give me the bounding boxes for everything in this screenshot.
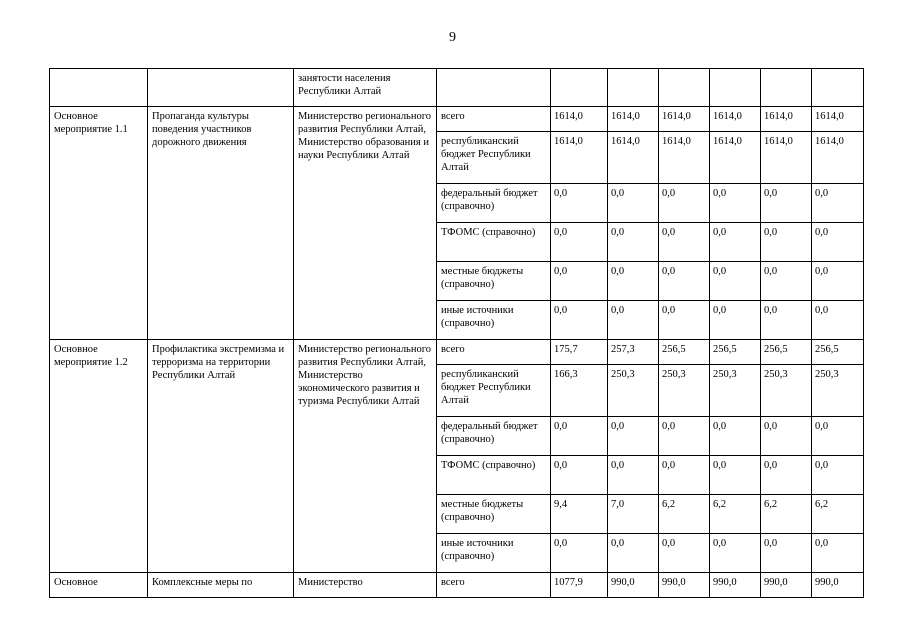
value-cell: 1614,0 xyxy=(659,132,710,184)
value-cell: 1614,0 xyxy=(710,107,761,132)
value-cell: 1614,0 xyxy=(761,132,812,184)
value-cell: 1614,0 xyxy=(659,107,710,132)
value-cell: 0,0 xyxy=(608,262,659,301)
value-cell: 0,0 xyxy=(710,456,761,495)
source-cell: местные бюджеты (справочно) xyxy=(437,495,551,534)
page-number: 9 xyxy=(449,30,456,45)
value-cell: 250,3 xyxy=(659,365,710,417)
value-cell: 0,0 xyxy=(551,456,608,495)
activity-label-cell: Основное мероприятие 1.1 xyxy=(50,107,148,340)
value-cell xyxy=(608,69,659,107)
value-cell: 0,0 xyxy=(608,301,659,340)
source-cell: ТФОМС (справочно) xyxy=(437,456,551,495)
value-cell: 1614,0 xyxy=(608,107,659,132)
value-cell: 0,0 xyxy=(659,301,710,340)
value-cell: 0,0 xyxy=(551,534,608,573)
value-cell: 0,0 xyxy=(761,262,812,301)
budget-table xyxy=(49,68,864,598)
value-cell: 1614,0 xyxy=(608,132,659,184)
value-cell: 0,0 xyxy=(608,417,659,456)
value-cell: 0,0 xyxy=(608,223,659,262)
value-cell: 990,0 xyxy=(710,573,761,598)
value-cell: 0,0 xyxy=(659,534,710,573)
value-cell: 1614,0 xyxy=(551,107,608,132)
value-cell: 0,0 xyxy=(659,223,710,262)
source-cell: иные источники (справочно) xyxy=(437,301,551,340)
value-cell: 6,2 xyxy=(710,495,761,534)
value-cell: 0,0 xyxy=(710,223,761,262)
value-cell: 0,0 xyxy=(812,262,864,301)
table-row xyxy=(50,107,864,132)
value-cell: 7,0 xyxy=(608,495,659,534)
source-cell: республиканский бюджет Республики Алтай xyxy=(437,132,551,184)
value-cell: 1077,9 xyxy=(551,573,608,598)
source-cell: федеральный бюджет (справочно) xyxy=(437,184,551,223)
value-cell: 6,2 xyxy=(812,495,864,534)
value-cell: 0,0 xyxy=(812,456,864,495)
value-cell: 0,0 xyxy=(659,417,710,456)
source-cell xyxy=(437,69,551,107)
value-cell: 0,0 xyxy=(761,223,812,262)
executor-cell: Министерство регионального развития Республики Алтай, Министерство образования и науки Республики Алтай xyxy=(294,107,437,340)
value-cell: 1614,0 xyxy=(812,107,864,132)
value-cell: 1614,0 xyxy=(812,132,864,184)
activity-label-cell: Основное мероприятие 1.2 xyxy=(50,340,148,573)
value-cell: 1614,0 xyxy=(710,132,761,184)
activity-label-cell: Основное xyxy=(50,573,148,598)
value-cell: 0,0 xyxy=(761,456,812,495)
value-cell: 0,0 xyxy=(659,456,710,495)
value-cell: 0,0 xyxy=(608,456,659,495)
value-cell: 256,5 xyxy=(659,340,710,365)
value-cell: 250,3 xyxy=(608,365,659,417)
value-cell: 0,0 xyxy=(659,184,710,223)
value-cell: 0,0 xyxy=(761,184,812,223)
value-cell: 0,0 xyxy=(710,534,761,573)
source-cell: федеральный бюджет (справочно) xyxy=(437,417,551,456)
executor-cell: Министерство регионального развития Республики Алтай, Министерство экономического развития и туризма Республики Алтай xyxy=(294,340,437,573)
activity-name-cell: Комплексные меры по xyxy=(148,573,294,598)
activity-label-cell xyxy=(50,69,148,107)
value-cell: 250,3 xyxy=(710,365,761,417)
table-row xyxy=(50,573,864,598)
value-cell: 1614,0 xyxy=(551,132,608,184)
value-cell: 257,3 xyxy=(608,340,659,365)
value-cell: 990,0 xyxy=(761,573,812,598)
value-cell xyxy=(551,69,608,107)
executor-cell: занятости населения Республики Алтай xyxy=(294,69,437,107)
value-cell: 0,0 xyxy=(812,184,864,223)
value-cell: 0,0 xyxy=(710,417,761,456)
value-cell: 0,0 xyxy=(551,301,608,340)
value-cell: 0,0 xyxy=(761,417,812,456)
value-cell: 256,5 xyxy=(710,340,761,365)
value-cell: 256,5 xyxy=(761,340,812,365)
value-cell: 990,0 xyxy=(812,573,864,598)
value-cell: 0,0 xyxy=(608,184,659,223)
value-cell: 6,2 xyxy=(761,495,812,534)
value-cell: 0,0 xyxy=(659,262,710,301)
value-cell: 0,0 xyxy=(812,223,864,262)
value-cell: 1614,0 xyxy=(761,107,812,132)
value-cell: 990,0 xyxy=(659,573,710,598)
source-cell: ТФОМС (справочно) xyxy=(437,223,551,262)
value-cell: 0,0 xyxy=(710,262,761,301)
value-cell: 0,0 xyxy=(761,301,812,340)
source-cell: всего xyxy=(437,340,551,365)
value-cell: 9,4 xyxy=(551,495,608,534)
value-cell xyxy=(659,69,710,107)
source-cell: всего xyxy=(437,107,551,132)
value-cell: 6,2 xyxy=(659,495,710,534)
value-cell: 175,7 xyxy=(551,340,608,365)
activity-name-cell xyxy=(148,69,294,107)
value-cell: 0,0 xyxy=(710,301,761,340)
table-row xyxy=(50,69,864,107)
source-cell: всего xyxy=(437,573,551,598)
table-row xyxy=(50,340,864,365)
value-cell xyxy=(812,69,864,107)
activity-name-cell: Пропаганда культуры поведения участников дорожного движения xyxy=(148,107,294,340)
value-cell: 0,0 xyxy=(551,223,608,262)
value-cell: 0,0 xyxy=(710,184,761,223)
value-cell: 0,0 xyxy=(608,534,659,573)
value-cell: 0,0 xyxy=(761,534,812,573)
value-cell: 0,0 xyxy=(812,417,864,456)
value-cell: 0,0 xyxy=(812,301,864,340)
source-cell: республиканский бюджет Республики Алтай xyxy=(437,365,551,417)
activity-name-cell: Профилактика экстремизма и терроризма на территории Республики Алтай xyxy=(148,340,294,573)
value-cell: 166,3 xyxy=(551,365,608,417)
value-cell xyxy=(710,69,761,107)
source-cell: иные источники (справочно) xyxy=(437,534,551,573)
executor-cell: Министерство xyxy=(294,573,437,598)
value-cell: 0,0 xyxy=(551,417,608,456)
source-cell: местные бюджеты (справочно) xyxy=(437,262,551,301)
value-cell xyxy=(761,69,812,107)
value-cell: 250,3 xyxy=(812,365,864,417)
value-cell: 0,0 xyxy=(812,534,864,573)
value-cell: 256,5 xyxy=(812,340,864,365)
value-cell: 250,3 xyxy=(761,365,812,417)
value-cell: 0,0 xyxy=(551,262,608,301)
table-body xyxy=(50,69,864,598)
value-cell: 0,0 xyxy=(551,184,608,223)
value-cell: 990,0 xyxy=(608,573,659,598)
